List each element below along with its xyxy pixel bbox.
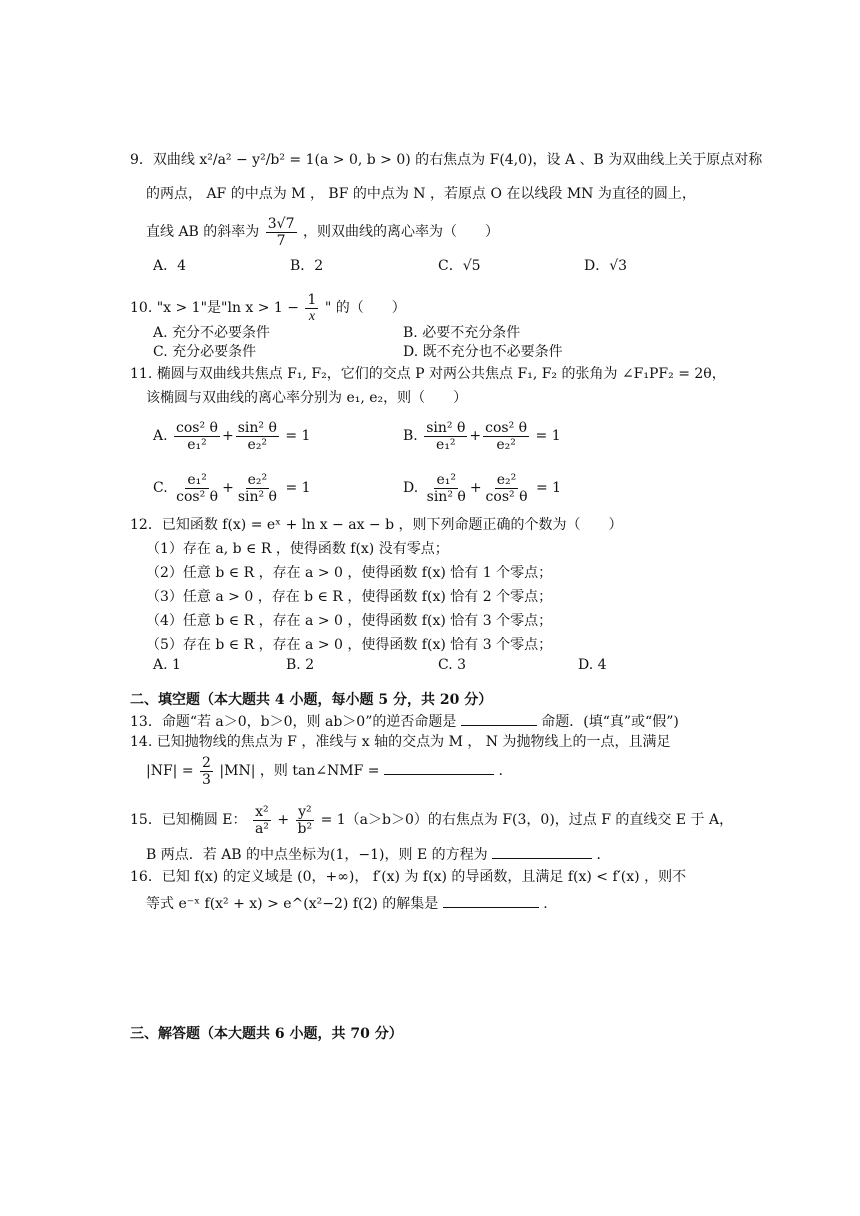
q11-d-frac2 bbox=[484, 472, 530, 505]
q12-option-d: D. 4 bbox=[578, 657, 607, 673]
q11-option-b-label: B. bbox=[403, 428, 418, 444]
q11-a-frac2 bbox=[236, 420, 279, 453]
q11-c-frac1 bbox=[174, 472, 220, 505]
q16-line2 bbox=[146, 893, 548, 914]
q9-line3 bbox=[146, 214, 499, 250]
q9-line1: 9．双曲线 x²/a² − y²/b² = 1(a > 0, b > 0) 的右焦点为 F(4,0)，设 A 、B 为双曲线上关于原点对称 bbox=[130, 152, 763, 168]
q9-slope-fraction bbox=[266, 216, 297, 249]
q10-option-a: A. 充分不必要条件 bbox=[153, 325, 271, 341]
q10-line1 bbox=[130, 290, 406, 326]
q15-n2: y² bbox=[298, 803, 312, 820]
q10-numerator: 1 bbox=[307, 291, 317, 308]
q15-line1 bbox=[130, 800, 733, 840]
q9-line2: 的两点， AF 的中点为 M ， BF 的中点为 N ，若原点 O 在以线段 MN 为直径的圆上， bbox=[146, 186, 696, 202]
q10-option-d: D. 既不充分也不必要条件 bbox=[403, 344, 563, 360]
q11-b-n1: sin² θ bbox=[426, 419, 466, 436]
q11-c-d2: sin² θ bbox=[237, 488, 277, 505]
q11-option-d: D. $\frac{\text{e₁²}}{\text{sin² θ}}$ + $\frac{\text{e₂²}}{\text{cos² θ}}$ = 1 bbox=[403, 471, 562, 505]
q13-line bbox=[130, 711, 679, 732]
q9-option-c: C．√5 bbox=[438, 258, 481, 274]
section-fill-in-title: 二、填空题（本大题共 4 小题，每小题 5 分，共 20 分） bbox=[130, 692, 493, 708]
q9-option-b: B．2 bbox=[290, 258, 324, 274]
q11-a-d1: e₁² bbox=[187, 436, 207, 453]
q11-c-d1: cos² θ bbox=[176, 488, 219, 505]
q12-item-1: （1）存在 a, b ∈ R ，使得函数 f(x) 没有零点； bbox=[146, 541, 449, 557]
q10-text-a: 10. "x > 1"是"ln x > 1 − bbox=[130, 300, 300, 316]
q12-option-c: C. 3 bbox=[438, 657, 467, 673]
q11-line2: 该椭圆与双曲线的离心率分别为 e₁, e₂，则（ ） bbox=[146, 390, 468, 406]
q12-item-3: （3）任意 a > 0 ，存在 b ∈ R ，使得函数 f(x) 恰有 2 个零点； bbox=[146, 589, 553, 605]
q11-c-n2: e₂² bbox=[247, 471, 268, 488]
q11-option-b: B. $\frac{\text{sin² θ}}{\text{e₁²}}$ + $\frac{\text{cos² θ}}{\text{e₂²}}$ = 1 bbox=[403, 419, 561, 453]
q10-text-b: " 的（ ） bbox=[324, 300, 406, 316]
q14-text-b: |MN| ，则 tan∠NMF = bbox=[219, 763, 380, 779]
q15-text-c: B 两点．若 AB 的中点坐标为(1，−1)，则 E 的方程为 bbox=[146, 847, 488, 863]
q12-item-4: （4）任意 b ∈ R ，存在 a > 0 ，使得函数 f(x) 恰有 3 个零点； bbox=[146, 613, 553, 629]
q15-line2 bbox=[146, 844, 611, 865]
q14-denominator: 3 bbox=[202, 771, 211, 788]
q15-frac1 bbox=[253, 804, 271, 837]
q15-frac2 bbox=[296, 804, 315, 837]
q15-d1: a² bbox=[254, 820, 269, 837]
q11-c-frac2 bbox=[236, 472, 279, 505]
q12-item-2: （2）任意 b ∈ R ，存在 a > 0 ，使得函数 f(x) 恰有 1 个零点； bbox=[146, 565, 553, 581]
q13-text-a: 13．命题“若 a＞0，b＞0，则 ab＞0”的逆否命题是 bbox=[130, 714, 457, 730]
q12-item-5: （5）存在 b ∈ R ，存在 a > 0 ，使得函数 f(x) 恰有 3 个零点； bbox=[146, 637, 553, 653]
q11-a-frac1 bbox=[174, 420, 220, 453]
q11-a-d2: e₂² bbox=[247, 436, 268, 453]
q14-text-c: . bbox=[498, 763, 503, 779]
q15-n1: x² bbox=[255, 803, 269, 820]
q12-line1: 12．已知函数 f(x) = eˣ + ln x − ax − b ，则下列命题正确的个数为（ ） bbox=[130, 517, 623, 533]
q14-fraction bbox=[200, 755, 213, 788]
q14-line2 bbox=[146, 752, 503, 790]
q11-c-rhs: = 1 bbox=[285, 480, 311, 496]
q11-a-rhs: = 1 bbox=[285, 428, 311, 444]
q16-line1: 16．已知 f(x) 的定义域是 (0，+∞)， f′(x) 为 f(x) 的导函数，且满足 f(x) < f′(x) ，则不 bbox=[130, 869, 687, 885]
q11-option-a-label: A. bbox=[153, 428, 168, 444]
q13-text-b: 命题．(填“真”或“假”) bbox=[541, 714, 679, 730]
q15-text-a: 15．已知椭圆 E： bbox=[130, 812, 247, 828]
q11-d-d2: cos² θ bbox=[485, 488, 528, 505]
q10-option-c: C. 充分必要条件 bbox=[153, 344, 257, 360]
q14-text-a: |NF| = bbox=[146, 763, 194, 779]
q11-option-a: A. $\frac{\text{cos² θ}}{\text{e₁²}}$ + $\frac{\text{sin² θ}}{\text{e₂²}}$ = 1 bbox=[153, 419, 311, 453]
q15-text-d: ． bbox=[596, 847, 611, 863]
q15-text-b: = 1（a＞b＞0）的右焦点为 F(3，0)，过点 F 的直线交 E 于 A， bbox=[320, 812, 734, 828]
q16-text-a: 等式 e⁻ˣ f(x² + x) > e^(x²−2) f(2) 的解集是 bbox=[146, 896, 439, 912]
q14-answer-blank[interactable] bbox=[384, 760, 494, 775]
q16-answer-blank[interactable] bbox=[443, 893, 539, 908]
q9-line3-text-a: 直线 AB 的斜率为 bbox=[146, 224, 260, 240]
q14-numerator: 2 bbox=[202, 754, 211, 771]
q12-option-b: B. 2 bbox=[286, 657, 315, 673]
q11-b-d1: e₁² bbox=[436, 436, 456, 453]
q15-d2: b² bbox=[297, 820, 313, 837]
q11-d-frac1 bbox=[425, 472, 468, 505]
q16-text-b: . bbox=[543, 896, 548, 912]
q11-d-rhs: = 1 bbox=[535, 480, 562, 496]
q11-option-d-label: D. bbox=[403, 480, 419, 496]
q11-a-n2: sin² θ bbox=[237, 419, 277, 436]
q9-line3-text-b: ，则双曲线的离心率为（ ） bbox=[302, 224, 499, 240]
q9-slope-denominator: 7 bbox=[276, 232, 286, 249]
q15-plus: + bbox=[277, 812, 290, 828]
q11-d-n2: e₂² bbox=[496, 471, 517, 488]
q11-b-frac2 bbox=[483, 420, 529, 453]
q12-option-a: A. 1 bbox=[153, 657, 181, 673]
q10-fraction bbox=[305, 292, 318, 325]
q10-denominator: x bbox=[308, 308, 316, 324]
q11-a-n1: cos² θ bbox=[176, 419, 218, 436]
q9-slope-numerator: 3√7 bbox=[267, 215, 295, 232]
q11-d-n1: e₁² bbox=[436, 471, 456, 488]
q11-b-n2: cos² θ bbox=[485, 419, 528, 436]
q11-option-c: C. $\frac{\text{e₁²}}{\text{cos² θ}}$ + $\frac{\text{e₂²}}{\text{sin² θ}}$ = 1 bbox=[153, 471, 311, 505]
q15-answer-blank[interactable] bbox=[492, 844, 592, 859]
section-answer-title: 三、解答题（本大题共 6 小题，共 70 分） bbox=[130, 1026, 403, 1042]
q11-b-frac1 bbox=[424, 420, 467, 453]
q9-option-d: D．√3 bbox=[584, 258, 628, 274]
q14-line1: 14. 已知抛物线的焦点为 F ，准线与 x 轴的交点为 M ， N 为抛物线上的一点，且满足 bbox=[130, 734, 671, 750]
q9-option-a: A．4 bbox=[153, 258, 187, 274]
q11-option-c-label: C. bbox=[153, 480, 168, 496]
q11-line1: 11. 椭圆与双曲线共焦点 F₁, F₂，它们的交点 P 对两公共焦点 F₁, F₂ 的张角为 ∠F₁PF₂ = 2θ， bbox=[130, 366, 726, 382]
q11-b-d2: e₂² bbox=[496, 436, 516, 453]
q11-c-n1: e₁² bbox=[187, 471, 207, 488]
q11-b-rhs: = 1 bbox=[535, 428, 561, 444]
q13-answer-blank[interactable] bbox=[461, 711, 537, 726]
q11-d-d1: sin² θ bbox=[426, 488, 466, 505]
q10-option-b: B. 必要不充分条件 bbox=[403, 325, 521, 341]
